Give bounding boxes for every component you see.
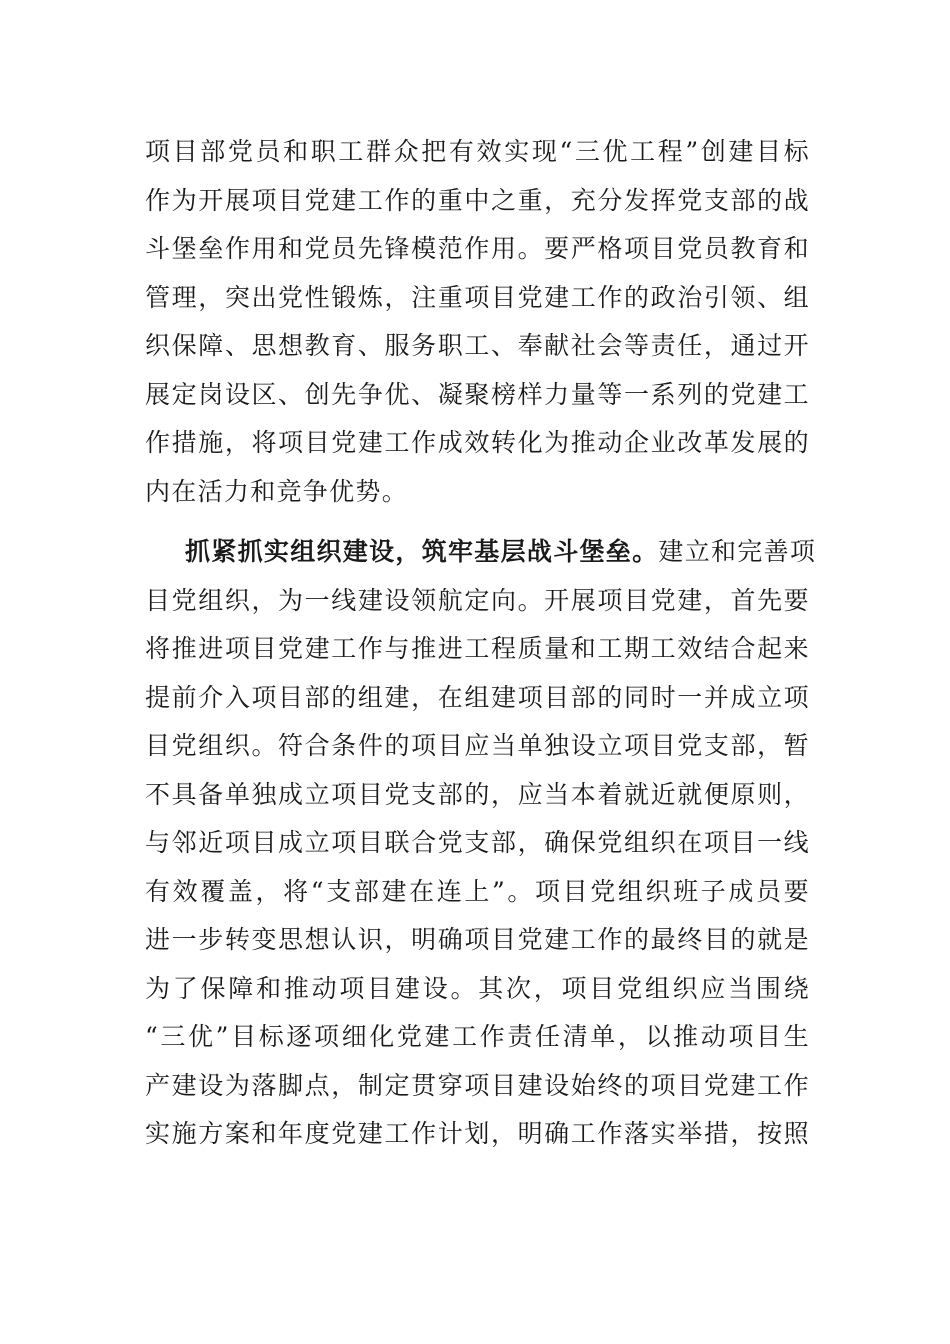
paragraph-line: 与邻近项目成立项目联合党支部，确保党组织在项目一线 [145,828,810,857]
paragraph-first-line-rest: 建立和完善项 [658,537,817,566]
paragraph-line: 管理，突出党性锻炼，注重项目党建工作的政治引领、组 [145,282,810,312]
paragraph-line: 展定岗设区、创先争优、凝聚榜样力量等一系列的党建工 [145,379,810,409]
paragraph-line: 产建设为落脚点，制定贯穿项目建设始终的项目党建工作 [145,1070,810,1100]
paragraph-line: 目党组织。符合条件的项目应当单独设立项目党支部，暂 [145,731,810,760]
paragraph-line: 作措施，将项目党建工作成效转化为推动企业改革发展的 [145,428,810,457]
paragraph-line: 实施方案和年度党建工作计划，明确工作落实举措，按照 [145,1119,810,1148]
paragraph-first-line [145,528,817,577]
paragraph-line: 不具备单独成立项目党支部的，应当本着就近就便原则， [145,779,810,809]
paragraph-line: 为了保障和推动项目建设。其次，项目党组织应当围绕 [145,973,810,1003]
paragraph-line: “三优”目标逐项细化党建工作责任清单，以推动项目生 [145,1022,810,1051]
document-body [145,128,817,1159]
paragraph-line: 织保障、思想教育、服务职工、奉献社会等责任，通过开 [145,331,810,360]
paragraph-1 [145,128,810,516]
paragraph-2 [145,528,817,1159]
paragraph-line: 将推进项目党建工作与推进工程质量和工期工效结合起来 [145,634,810,663]
paragraph-line: 目党组织，为一线建设领航定向。开展项目党建，首先要 [145,585,810,615]
paragraph-line: 有效覆盖，将“支部建在连上”。项目党组织班子成员要 [145,876,810,906]
paragraph-line: 作为开展项目党建工作的重中之重，充分发挥党支部的战 [145,185,810,215]
paragraph-gap [145,516,810,528]
paragraph-line: 进一步转变思想认识，明确项目党建工作的最终目的就是 [145,925,810,954]
paragraph-heading: 抓紧抓实组织建设，筑牢基层战斗堡垒。 [185,537,659,566]
paragraph-line: 项目部党员和职工群众把有效实现“三优工程”创建目标 [145,137,810,166]
paragraph-line: 斗堡垒作用和党员先锋模范作用。要严格项目党员教育和 [145,234,810,263]
paragraph-line: 内在活力和竞争优势。 [145,476,409,506]
paragraph-line: 提前介入项目部的组建，在组建项目部的同时一并成立项 [145,682,810,712]
